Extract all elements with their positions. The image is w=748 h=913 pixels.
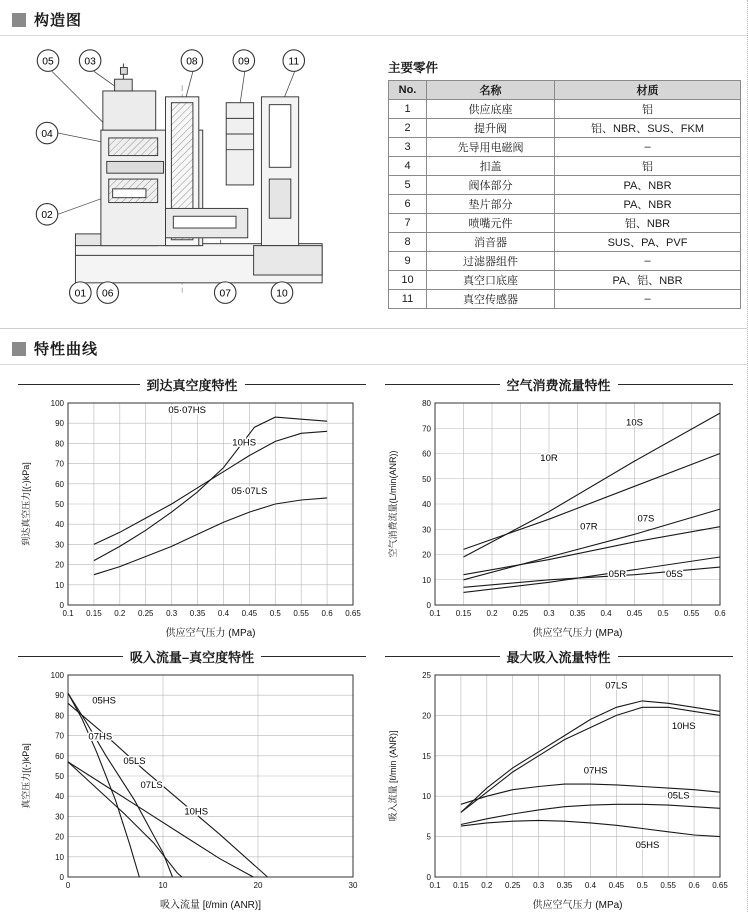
col-header-name: 名称 bbox=[427, 81, 555, 100]
callout bbox=[283, 50, 305, 72]
x-tick-label: 0 bbox=[65, 881, 71, 890]
x-tick-label: 0.2 bbox=[480, 881, 492, 890]
part-name: 过滤器组件 bbox=[427, 252, 555, 271]
chart-canvas-air-consumption bbox=[385, 395, 733, 641]
title-rule bbox=[18, 656, 123, 657]
chart-title-row bbox=[385, 375, 733, 394]
y-tick-label: 10 bbox=[55, 580, 64, 590]
part-name: 垫片部分 bbox=[427, 195, 555, 214]
vacuum-port-base bbox=[254, 246, 323, 275]
series-label: 07R bbox=[579, 521, 598, 533]
x-tick-label: 30 bbox=[348, 881, 358, 890]
table-row bbox=[389, 290, 741, 309]
construction-diagram-wrap bbox=[14, 42, 374, 322]
gasket-slot bbox=[113, 189, 146, 198]
y-tick-label: 10 bbox=[55, 852, 64, 862]
y-tick-label: 50 bbox=[421, 474, 431, 484]
table-row bbox=[389, 138, 741, 157]
y-tick-label: 10 bbox=[421, 792, 431, 802]
x-tick-label: 0.6 bbox=[321, 609, 333, 618]
x-tick-label: 0.35 bbox=[189, 609, 206, 618]
part-name: 消音器 bbox=[427, 233, 555, 252]
callout-number: 04 bbox=[41, 128, 53, 140]
y-tick-label: 10 bbox=[421, 575, 431, 585]
series-line-10HS bbox=[94, 431, 327, 544]
x-tick-label: 0.15 bbox=[86, 609, 102, 618]
part-material: 铝、NBR、SUS、FKM bbox=[555, 119, 741, 138]
series-line-05·07LS bbox=[94, 498, 327, 575]
part-material: PA、铝、NBR bbox=[555, 271, 741, 290]
construction-diagram bbox=[14, 42, 364, 322]
x-tick-label: 0.65 bbox=[345, 609, 361, 618]
table-header-row bbox=[389, 81, 741, 100]
series-line-07R bbox=[463, 527, 720, 575]
solenoid-connector bbox=[115, 79, 133, 91]
y-tick-label: 0 bbox=[59, 873, 64, 882]
chart-title-row bbox=[18, 647, 366, 666]
part-name: 先导用电磁阀 bbox=[427, 138, 555, 157]
y-tick-label: 30 bbox=[55, 540, 64, 550]
callout bbox=[233, 50, 255, 72]
y-tick-label: 70 bbox=[55, 459, 64, 469]
part-name: 提升阀 bbox=[427, 119, 555, 138]
part-no: 3 bbox=[389, 138, 427, 157]
y-tick-label: 100 bbox=[50, 399, 64, 408]
x-tick-label: 0.15 bbox=[455, 609, 471, 618]
y-axis-label: 真空压力[(-)kPa] bbox=[21, 743, 31, 809]
part-no: 10 bbox=[389, 271, 427, 290]
table-row bbox=[389, 252, 741, 271]
series-label: 07HS bbox=[583, 765, 608, 777]
section-marker-icon bbox=[12, 342, 26, 356]
callout-number: 08 bbox=[186, 56, 198, 68]
x-tick-label: 0.25 bbox=[504, 881, 521, 890]
title-rule bbox=[618, 384, 733, 385]
y-tick-label: 0 bbox=[426, 601, 431, 610]
x-tick-label: 0.5 bbox=[656, 609, 669, 618]
retainer-cap bbox=[107, 161, 164, 173]
table-row bbox=[389, 100, 741, 119]
y-tick-label: 80 bbox=[55, 439, 64, 449]
x-tick-label: 0.4 bbox=[584, 881, 596, 890]
part-material: SUS、PA、PVF bbox=[555, 233, 741, 252]
callout bbox=[36, 122, 58, 144]
chart-title-row bbox=[385, 647, 733, 666]
chart-canvas-suction-flow-vacuum bbox=[18, 667, 366, 913]
series-label: 10HS bbox=[232, 437, 257, 449]
series-label: 05HS bbox=[635, 839, 659, 851]
part-name: 扣盖 bbox=[427, 157, 555, 176]
y-tick-label: 80 bbox=[55, 711, 64, 721]
series-label: 05LS bbox=[666, 790, 690, 802]
part-no: 6 bbox=[389, 195, 427, 214]
part-material: – bbox=[555, 290, 741, 309]
y-tick-label: 5 bbox=[426, 832, 431, 842]
y-tick-label: 60 bbox=[421, 449, 431, 459]
chart-title: 到达真空度特性 bbox=[146, 378, 238, 393]
x-tick-label: 0.35 bbox=[569, 609, 585, 618]
charts-grid bbox=[0, 365, 747, 913]
y-tick-label: 25 bbox=[421, 671, 431, 680]
title-rule bbox=[385, 384, 500, 385]
part-material: 铝 bbox=[555, 157, 741, 176]
x-tick-label: 0.65 bbox=[711, 881, 728, 890]
chart-ultimate-vacuum bbox=[18, 373, 366, 641]
x-tick-label: 0.2 bbox=[114, 609, 126, 618]
part-no: 2 bbox=[389, 119, 427, 138]
part-material: PA、NBR bbox=[555, 195, 741, 214]
y-axis-label: 空气消费流量(L/min(ANR)) bbox=[387, 450, 398, 558]
x-tick-label: 0.3 bbox=[532, 881, 544, 890]
table-row bbox=[389, 176, 741, 195]
chart-canvas-ultimate-vacuum bbox=[18, 395, 366, 641]
table-row bbox=[389, 233, 741, 252]
part-material: 铝 bbox=[555, 100, 741, 119]
construction-section-title: 构造图 bbox=[34, 12, 83, 29]
part-no: 7 bbox=[389, 214, 427, 233]
chart-suction-flow-vacuum bbox=[18, 645, 366, 913]
y-tick-label: 90 bbox=[55, 419, 64, 429]
construction-content bbox=[0, 36, 747, 322]
part-name: 真空传感器 bbox=[427, 290, 555, 309]
nozzle-bore bbox=[173, 216, 236, 228]
chart-canvas-max-suction-flow bbox=[385, 667, 733, 913]
y-tick-label: 0 bbox=[59, 601, 64, 610]
series-line-10R bbox=[463, 454, 720, 550]
series-label: 05LS bbox=[123, 755, 146, 767]
section-marker-icon bbox=[12, 13, 26, 27]
machine-body bbox=[75, 64, 322, 293]
sensor-body bbox=[269, 179, 291, 218]
callout bbox=[37, 50, 59, 72]
x-axis-label: 吸入流量 [ℓ/min (ANR)] bbox=[159, 900, 262, 911]
series-label: 07LS bbox=[140, 780, 163, 792]
series-line-05·07HS bbox=[94, 417, 327, 560]
y-tick-label: 15 bbox=[421, 751, 431, 761]
x-tick-label: 0.1 bbox=[428, 881, 441, 890]
part-material: – bbox=[555, 138, 741, 157]
y-tick-label: 90 bbox=[55, 691, 64, 701]
x-axis-label: 供应空气压力 (MPa) bbox=[532, 628, 622, 639]
y-tick-label: 20 bbox=[421, 550, 431, 560]
title-rule bbox=[245, 384, 367, 385]
part-no: 8 bbox=[389, 233, 427, 252]
y-tick-label: 50 bbox=[55, 500, 64, 509]
part-name: 阀体部分 bbox=[427, 176, 555, 195]
callout-number: 06 bbox=[102, 288, 114, 300]
x-axis-label: 供应空气压力 (MPa) bbox=[165, 628, 256, 639]
x-tick-label: 0.4 bbox=[217, 609, 230, 618]
part-no: 11 bbox=[389, 290, 427, 309]
part-no: 5 bbox=[389, 176, 427, 195]
callout bbox=[70, 282, 92, 304]
x-tick-label: 0.55 bbox=[659, 881, 676, 890]
y-tick-label: 20 bbox=[421, 711, 431, 721]
y-axis-label: 吸入流量 [ℓ/min (ANR)] bbox=[387, 730, 398, 822]
parts-table-title: 主要零件 bbox=[388, 61, 439, 75]
x-tick-label: 0.15 bbox=[452, 881, 469, 890]
callout bbox=[214, 282, 236, 304]
series-label: 05R bbox=[608, 569, 626, 581]
series-label: 05HS bbox=[92, 695, 116, 707]
series-label: 05S bbox=[665, 569, 683, 581]
callout bbox=[36, 204, 58, 226]
parts-table-wrap bbox=[374, 58, 741, 322]
part-material: PA、NBR bbox=[555, 176, 741, 195]
table-row bbox=[389, 195, 741, 214]
x-tick-label: 0.6 bbox=[688, 881, 700, 890]
parts-table bbox=[388, 80, 741, 309]
series-label: 10HS bbox=[671, 721, 696, 733]
series-label: 10S bbox=[625, 417, 643, 429]
y-tick-label: 70 bbox=[55, 731, 64, 741]
callout bbox=[79, 50, 101, 72]
x-tick-label: 0.5 bbox=[636, 881, 648, 890]
x-axis-label: 供应空气压力 (MPa) bbox=[532, 900, 622, 911]
sensor-window bbox=[269, 105, 291, 168]
x-tick-label: 0.55 bbox=[293, 609, 309, 618]
series-line-05LS bbox=[68, 762, 182, 877]
callout bbox=[97, 282, 119, 304]
chart-air-consumption bbox=[385, 373, 733, 641]
part-material: 铝、NBR bbox=[555, 214, 741, 233]
y-tick-label: 30 bbox=[55, 812, 64, 822]
x-tick-label: 0.4 bbox=[599, 609, 612, 618]
callout-number: 05 bbox=[42, 56, 54, 68]
bleed-screw-head bbox=[120, 67, 127, 74]
y-tick-label: 30 bbox=[421, 525, 431, 535]
series-label: 07HS bbox=[88, 731, 113, 743]
y-tick-label: 70 bbox=[421, 424, 431, 434]
callout-number: 02 bbox=[41, 210, 53, 222]
series-label: 07LS bbox=[604, 680, 627, 692]
parts-table-body bbox=[389, 100, 741, 309]
x-tick-label: 10 bbox=[158, 881, 168, 890]
title-rule bbox=[18, 384, 140, 385]
y-tick-label: 40 bbox=[421, 500, 431, 509]
construction-section-header bbox=[0, 0, 747, 36]
series-label: 07S bbox=[636, 513, 654, 525]
y-tick-label: 40 bbox=[55, 520, 64, 530]
filter-assembly bbox=[226, 103, 253, 185]
x-tick-label: 0.45 bbox=[241, 609, 258, 618]
y-tick-label: 80 bbox=[421, 399, 431, 408]
series-label: 05·07HS bbox=[168, 405, 206, 417]
title-rule bbox=[385, 656, 500, 657]
part-material: – bbox=[555, 252, 741, 271]
col-header-no: No. bbox=[389, 81, 427, 100]
x-tick-label: 0.1 bbox=[428, 609, 441, 618]
chart-max-suction-flow bbox=[385, 645, 733, 913]
chart-title: 吸入流量–真空度特性 bbox=[129, 650, 255, 665]
y-tick-label: 20 bbox=[55, 832, 64, 842]
chart-title: 空气消费流量特性 bbox=[506, 378, 611, 393]
table-row bbox=[389, 119, 741, 138]
callout-number: 07 bbox=[219, 288, 231, 300]
callout-number: 09 bbox=[238, 56, 250, 68]
x-tick-label: 0.35 bbox=[556, 881, 572, 890]
x-tick-label: 0.45 bbox=[626, 609, 642, 618]
y-tick-label: 0 bbox=[426, 873, 431, 882]
y-tick-label: 50 bbox=[55, 772, 64, 781]
x-tick-label: 0.3 bbox=[542, 609, 555, 618]
callout bbox=[271, 282, 293, 304]
y-tick-label: 20 bbox=[55, 560, 64, 570]
x-tick-label: 0.5 bbox=[269, 609, 281, 618]
series-label: 05·07LS bbox=[231, 485, 268, 497]
x-tick-label: 0.55 bbox=[683, 609, 699, 618]
title-rule bbox=[261, 656, 366, 657]
y-axis-label: 到达真空压力[(-)kPa] bbox=[21, 462, 31, 546]
pilot-solenoid-valve bbox=[103, 91, 156, 130]
x-tick-label: 0.45 bbox=[608, 881, 624, 890]
chart-title-row bbox=[18, 375, 366, 394]
part-name: 供应底座 bbox=[427, 100, 555, 119]
characteristics-section-header bbox=[0, 328, 747, 365]
y-tick-label: 60 bbox=[55, 479, 64, 489]
lift-valve-section bbox=[109, 138, 158, 156]
callout-number: 01 bbox=[74, 288, 87, 300]
characteristics-section-title: 特性曲线 bbox=[34, 341, 99, 358]
y-tick-label: 40 bbox=[55, 792, 64, 802]
table-row bbox=[389, 271, 741, 290]
title-rule bbox=[618, 656, 733, 657]
table-row bbox=[389, 214, 741, 233]
callout bbox=[181, 50, 203, 72]
callout-number: 11 bbox=[288, 56, 300, 68]
part-name: 喷嘴元件 bbox=[427, 214, 555, 233]
part-name: 真空口底座 bbox=[427, 271, 555, 290]
part-no: 9 bbox=[389, 252, 427, 271]
part-no: 1 bbox=[389, 100, 427, 119]
x-tick-label: 0.25 bbox=[512, 609, 528, 618]
x-tick-label: 0.3 bbox=[166, 609, 178, 618]
plot-border bbox=[435, 675, 720, 877]
x-tick-label: 0.2 bbox=[485, 609, 498, 618]
x-tick-label: 0.6 bbox=[713, 609, 726, 618]
x-tick-label: 0.1 bbox=[62, 609, 74, 618]
x-tick-label: 0.25 bbox=[137, 609, 154, 618]
callout-number: 10 bbox=[276, 288, 288, 300]
table-row bbox=[389, 157, 741, 176]
x-tick-label: 20 bbox=[253, 881, 263, 890]
callout-number: 03 bbox=[84, 56, 96, 68]
part-no: 4 bbox=[389, 157, 427, 176]
y-tick-label: 100 bbox=[50, 671, 64, 680]
series-label: 10HS bbox=[184, 806, 209, 818]
series-label: 10R bbox=[539, 453, 558, 465]
col-header-material: 材质 bbox=[555, 81, 741, 100]
chart-title: 最大吸入流量特性 bbox=[506, 650, 611, 665]
y-tick-label: 60 bbox=[55, 751, 64, 761]
